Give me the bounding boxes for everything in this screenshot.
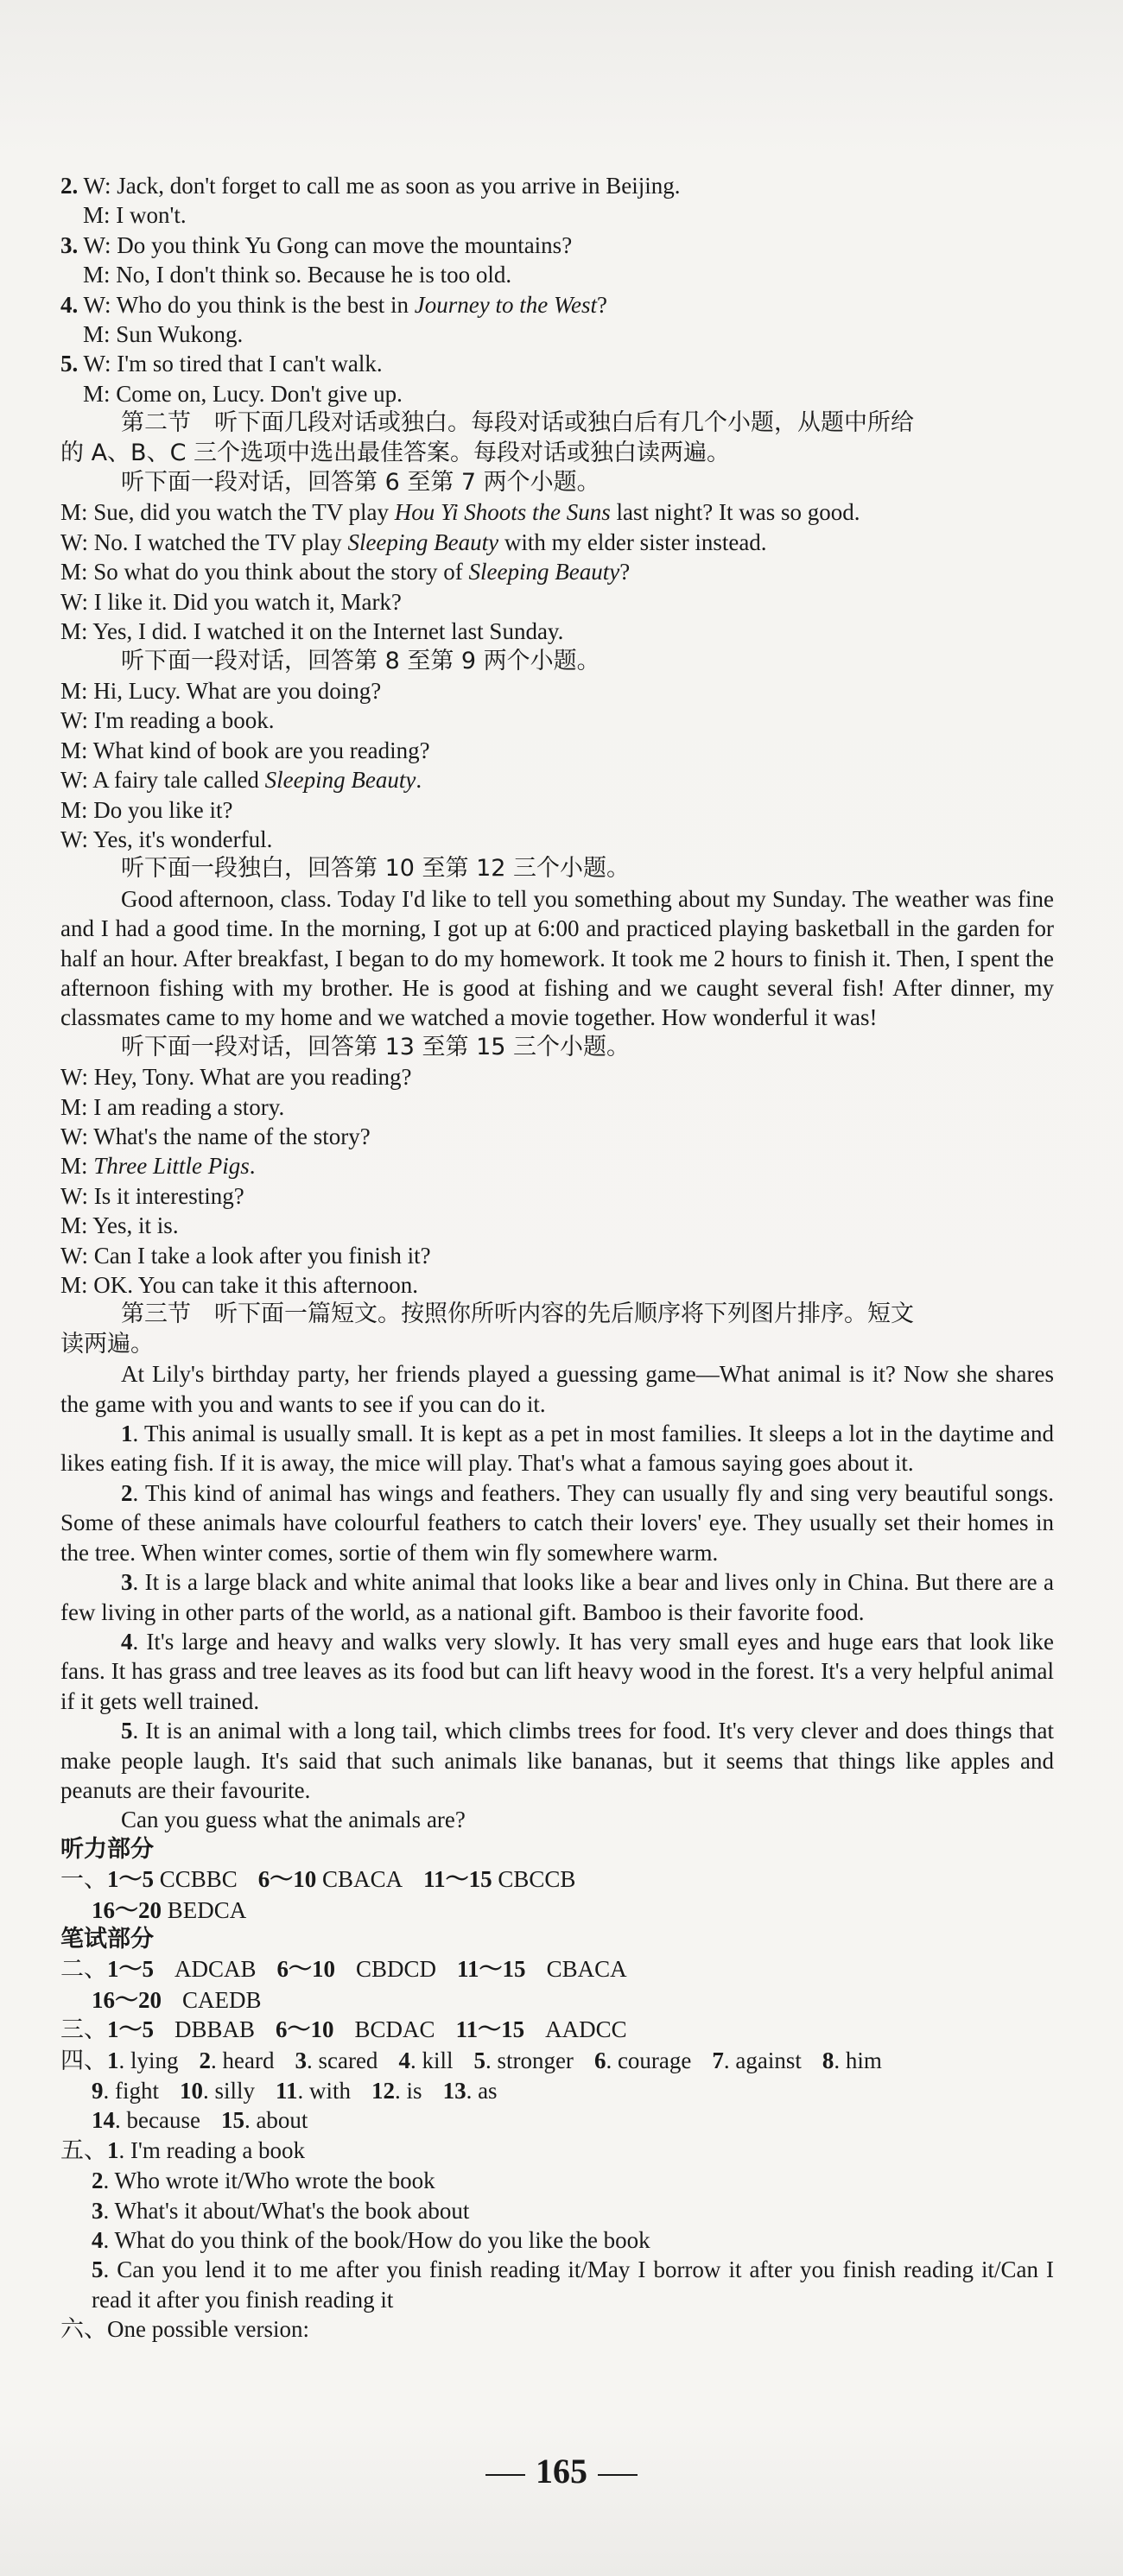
section2-intro-line2: 的 A、B、C 三个选项中选出最佳答案。每段对话或独白读两遍。 — [60, 439, 731, 466]
section3-intro-line1: 第三节 听下面一篇短文。按照你所听内容的先后顺序将下列图片排序。短文 — [121, 1301, 914, 1328]
dialog-line: Jack, don't forget to call me as soon as you arrive in Beijing. — [117, 173, 681, 199]
dialog-line: M: Yes, I did. I watched it on the Internet last Sunday. — [60, 618, 564, 645]
title-italic: Three Little Pigs — [93, 1153, 250, 1180]
dialog-line: M: OK. You can take it this afternoon. — [60, 1272, 418, 1299]
animal-description: 4. It's large and heavy and walks very slowly. It has very small eyes and huge ears that look like fans. It has grass and tree leaves as its food but can lift heavy wood in the forest. It's a very helpful animal if it gets well trained. — [60, 1628, 1055, 1714]
monologue-intro: 听下面一段独白，回答第 10 至第 12 三个小题。 — [121, 855, 631, 883]
answer-sentence-row: 5. Can you lend it to me after you finish reading it/May I borrow it after you finish reading it/Can I read it after you finish reading it — [92, 2256, 1054, 2313]
item-number: 5 — [121, 1718, 133, 1744]
line-text: I am reading a story. — [93, 1093, 285, 1120]
page-number — [0, 2451, 1123, 2491]
answer-word: lying — [130, 2047, 179, 2073]
answer-word: because — [126, 2107, 200, 2134]
dialog-line: Come on, Lucy. Don't give up. — [116, 380, 403, 407]
punctuation: ? — [596, 291, 607, 318]
line-text: So what do you think about the story of — [93, 559, 469, 585]
dialog-8-9-intro: 听下面一段对话，回答第 8 至第 9 两个小题。 — [121, 647, 600, 674]
answer-number: 15 — [220, 2107, 244, 2134]
dialog-line: M: So what do you think about the story of Sleeping Beauty? — [60, 559, 631, 585]
section2-intro-line1: 第二节 听下面几段对话或独白。每段对话或独白后有几个小题，从题中所给 — [121, 409, 914, 437]
answer-number: 12 — [371, 2078, 396, 2104]
range-label: 6～10 — [276, 2016, 334, 2043]
answer-group: CBDCD — [356, 1956, 437, 1983]
line-text: Hi, Lucy. What are you doing? — [93, 677, 382, 704]
answer-word: silly — [214, 2078, 256, 2104]
dialog-4: 4. W: Who do you think is the best in Journey to the West? M: Sun Wukong. — [60, 291, 607, 348]
answer-sentence-row: 2. Who wrote it/Who wrote the book — [92, 2168, 435, 2194]
line-text: Is it interesting? — [93, 1182, 244, 1209]
written-section3-row — [60, 2015, 1054, 2045]
speaker-label: M — [60, 499, 82, 526]
dialog-line: W: A fairy tale called Sleeping Beauty. — [60, 767, 422, 794]
item-number: 3 — [60, 231, 73, 258]
animal-description: 1. This animal is usually small. It is kept as a pet in most families. It sleeps a lot in the daytime and likes eating fish. If it is away, the mice will play. That's what a famous saying goes about it. — [60, 1421, 1055, 1477]
answer-number: 5 — [473, 2047, 485, 2073]
answer-number: 13 — [442, 2078, 466, 2104]
answer-group: CBACA — [322, 1866, 403, 1893]
line-text: . — [416, 767, 422, 794]
answer-group: AADCC — [545, 2016, 627, 2043]
answer-group: BEDCA — [167, 1896, 247, 1923]
speaker-label: M — [60, 1153, 82, 1180]
answer-number: 11 — [276, 2078, 298, 2104]
speaker-label: M — [60, 559, 82, 585]
speaker-label: W — [60, 1064, 82, 1091]
dialog-line: Who do you think is the best in — [116, 291, 415, 318]
answer-number: 7 — [712, 2047, 724, 2073]
passage-closing: Can you guess what the animals are? — [121, 1807, 466, 1833]
answer-number: 8 — [822, 2047, 834, 2073]
answer-number: 3 — [92, 2197, 104, 2224]
answer-group: CBCCB — [498, 1866, 576, 1893]
line-text: OK. You can take it this afternoon. — [93, 1272, 418, 1299]
section-numeral: 三、 — [60, 2016, 107, 2044]
dialog-line: M: Three Little Pigs. — [60, 1153, 256, 1180]
answer-sentence-row: 3. What's it about/What's the book about — [92, 2197, 470, 2224]
animal-description: 3. It is a large black and white animal that looks like a bear and lives only in China. But there are a few living in other parts of the world, as a national gift. Bamboo is their favorite food. — [60, 1569, 1055, 1625]
section-numeral: 六、 — [60, 2316, 107, 2344]
line-text: last night? It was so good. — [610, 499, 860, 526]
dialog-line: No, I don't think so. Because he is too old. — [116, 262, 512, 288]
answer-word: with — [309, 2078, 352, 2104]
line-text: A fairy tale called — [92, 767, 265, 794]
line-text: Yes, I did. I watched it on the Internet last Sunday. — [92, 618, 564, 645]
answer-number: 10 — [180, 2078, 203, 2104]
written-section5-rest — [60, 2166, 1054, 2314]
dialog-2: 2. W: Jack, don't forget to call me as soon as you arrive in Beijing. M: I won't. — [60, 173, 681, 229]
passage-lead: At Lily's birthday party, her friends played a guessing game—What animal is it? Now she shares the game with you and wants to see if you can do it. — [60, 1361, 1054, 1417]
answer-sentence: What's it about/What's the book about — [114, 2197, 470, 2224]
title-italic: Sleeping Beauty — [468, 559, 620, 585]
written-section2-row1 — [60, 1954, 1054, 1984]
speaker-label: W — [60, 1182, 82, 1209]
dialog-line: M: Sue, did you watch the TV play Hou Yi Shoots the Suns last night? It was so good. — [60, 499, 860, 526]
section3-intro-line2: 读两遍。 — [60, 1330, 154, 1358]
dialog-line: W: Is it interesting? — [60, 1182, 244, 1209]
dialog-line: I won't. — [116, 202, 187, 229]
answer-word: is — [406, 2078, 422, 2104]
item-number: 1 — [121, 1421, 133, 1447]
answer-number: 1 — [107, 2047, 119, 2073]
line-text: Yes, it is. — [92, 1212, 179, 1239]
dialog-line: M: Do you like it? — [60, 796, 233, 823]
line-text: I like it. Did you watch it, Mark? — [93, 588, 402, 615]
speaker-label: M — [60, 737, 82, 763]
item-number: 4 — [121, 1628, 133, 1655]
answer-word: as — [478, 2078, 498, 2104]
dialog-5: 5. W: I'm so tired that I can't walk. M: Come on, Lucy. Don't give up. — [60, 351, 403, 407]
range-label: 11～15 — [455, 2016, 525, 2043]
dialog-line: Sun Wukong. — [116, 321, 244, 348]
item-number: 4 — [60, 291, 73, 318]
line-text: . — [249, 1153, 256, 1180]
dialog-6-7-intro: 听下面一段对话，回答第 6 至第 7 两个小题。 — [121, 469, 600, 497]
description-text: It is a large black and white animal that looks like a bear and lives only in China. But there are a few living in other parts of the world, as a national gift. Bamboo is their favorite food. — [60, 1569, 1055, 1625]
speaker-label: W — [60, 707, 82, 734]
speaker-label: W — [60, 1242, 82, 1269]
speaker-label: M — [60, 1272, 82, 1299]
answer-number: 2 — [92, 2168, 104, 2194]
speaker-label: M — [60, 796, 82, 823]
section-numeral: 二、 — [60, 1956, 107, 1984]
answer-number: 6 — [593, 2047, 606, 2073]
item-number: 2 — [121, 1479, 133, 1506]
answer-sentence-row: 4. What do you think of the book/How do you like the book — [92, 2227, 650, 2254]
speaker-label: M — [60, 1212, 82, 1239]
dialog-line: W: Yes, it's wonderful. — [60, 826, 273, 852]
answer-sentence: I'm reading a book — [130, 2136, 306, 2163]
line-text: What's the name of the story? — [93, 1123, 371, 1149]
section-numeral: 一、 — [60, 1866, 107, 1894]
range-label: 11～15 — [423, 1866, 492, 1893]
speaker-label: M — [60, 618, 82, 645]
answer-number: 4 — [398, 2047, 410, 2073]
dialog-line: M: What kind of book are you reading? — [60, 737, 430, 763]
section-numeral: 四、 — [60, 2047, 107, 2074]
answer-group: ADCAB — [174, 1956, 257, 1983]
speaker-label: W — [60, 826, 82, 852]
line-text: Yes, it's wonderful. — [92, 826, 273, 852]
answer-sentence: Who wrote it/Who wrote the book — [114, 2168, 435, 2194]
description-text: This animal is usually small. It is kept as a pet in most families. It sleeps a lot in the daytime and likes eating fish. If it is away, the mice will play. That's what a famous saying goes about it. — [60, 1421, 1055, 1477]
range-label: 1～5 — [107, 1866, 154, 1893]
answer-number: 9 — [92, 2078, 104, 2104]
dialog-line: M: Hi, Lucy. What are you doing? — [60, 677, 382, 704]
dialog-line: W: I'm reading a book. — [60, 707, 275, 734]
dialog-line: I'm so tired that I can't walk. — [117, 351, 383, 377]
answer-number: 14 — [92, 2107, 115, 2134]
answer-group: CAEDB — [182, 1986, 262, 2013]
written-section4-row1: 四、1. lying 2. heard 3. scared 4. kill 5. stronger 6. courage 7. against 8. him — [60, 2047, 882, 2074]
line-text: I'm reading a book. — [93, 707, 275, 734]
title-italic: Hou Yi Shoots the Suns — [394, 499, 611, 526]
range-label: 6～10 — [257, 1866, 317, 1893]
written-section6-row — [60, 2314, 1054, 2345]
answer-key-content — [60, 171, 1054, 2345]
line-text: No. I watched the TV play — [93, 528, 348, 555]
line-text: Can I take a look after you finish it? — [93, 1242, 431, 1269]
answer-word: courage — [617, 2047, 692, 2073]
dialog-6-7 — [60, 497, 1054, 646]
written-section4-row3: 14. because 15. about — [92, 2107, 308, 2134]
dialog-line: W: What's the name of the story? — [60, 1123, 371, 1149]
answer-sentence: What do you think of the book/How do you like the book — [114, 2227, 650, 2254]
answer-word: kill — [422, 2047, 454, 2073]
animal-descriptions — [60, 1419, 1054, 1805]
section-numeral: 五、 — [60, 2136, 107, 2164]
speaker-label: W — [60, 588, 82, 615]
line-text: Sue, did you watch the TV play — [93, 499, 395, 526]
monologue-text: Good afternoon, class. Today I'd like to tell you something about my Sunday. The weather was fine and I had a good time. In the morning, I got up at 6:00 and practiced playing basketball in the garden for half an hour. After breakfast, I began to do my homework. It took me 2 hours to finish it. Then, I spent the afternoon fishing with my brother. He is good at fishing and we caught several fish! After dinner, my classmates came to my home and we watched a movie together. How wonderful it was! — [60, 885, 1054, 1031]
listening-answers-row2 — [60, 1896, 1054, 1925]
dialog-3: 3. W: Do you think Yu Gong can move the mountains? M: No, I don't think so. Because he is too old. — [60, 231, 573, 288]
dialog-line: M: I am reading a story. — [60, 1093, 285, 1120]
range-label: 11～15 — [457, 1956, 526, 1983]
speaker-label: M — [60, 677, 82, 704]
dialog-13-15 — [60, 1062, 1054, 1300]
answer-number: 5 — [92, 2256, 104, 2283]
dialog-13-15-intro: 听下面一段对话，回答第 13 至第 15 三个小题。 — [121, 1033, 631, 1060]
range-label: 6～10 — [276, 1956, 336, 1983]
range-label: 1～5 — [107, 1956, 154, 1983]
writing-prompt: One possible version: — [107, 2316, 309, 2343]
speaker-label: W — [60, 528, 82, 555]
written-section2-row2 — [60, 1985, 1054, 2015]
answer-group: CBACA — [546, 1956, 627, 1983]
written-section5-row1: 五、1. I'm reading a book — [60, 2136, 306, 2164]
listening-heading: 听力部分 — [60, 1835, 154, 1863]
answer-number: 1 — [107, 2136, 119, 2163]
animal-description: 5. It is an animal with a long tail, which climbs trees for food. It's very clever and does things that make people laugh. It's said that such animals like bananas, but it seems that things like apples and peanuts are their favourite. — [60, 1718, 1054, 1803]
animal-description: 2. This kind of animal has wings and feathers. They can usually fly and sing very beautiful songs. Some of these animals have colourful feathers to catch their lovers' eye. They usually set their homes in the tree. When winter comes, sortie of them win fly somewhere warm. — [60, 1479, 1055, 1566]
range-label: 16～20 — [92, 1986, 162, 2013]
answer-number: 3 — [295, 2047, 307, 2073]
item-number: 3 — [121, 1569, 133, 1596]
dialog-line: W: Can I take a look after you finish it? — [60, 1242, 431, 1269]
dialog-line: W: No. I watched the TV play Sleeping Beauty with my elder sister instead. — [60, 528, 767, 555]
answer-sentence: Can you lend it to me after you finish reading it/May I borrow it after you finish reading it/Can I read it after you finish reading it — [92, 2256, 1054, 2313]
description-text: It is an animal with a long tail, which climbs trees for food. It's very clever and does things that make people laugh. It's said that such animals like bananas, but it seems that things like apples and peanuts are their favourite. — [60, 1718, 1054, 1803]
written-section4-row2: 9. fight 10. silly 11. with 12. is 13. as — [92, 2078, 498, 2104]
answer-number: 4 — [92, 2227, 104, 2254]
written-heading: 笔试部分 — [60, 1925, 154, 1953]
page-number-text: 165 — [536, 2452, 587, 2491]
dialog-line: W: I like it. Did you watch it, Mark? — [60, 588, 402, 615]
dialog-line: Do you think Yu Gong can move the mountains? — [117, 231, 573, 258]
dialog-line: M: Yes, it is. — [60, 1212, 179, 1239]
description-text: This kind of animal has wings and feathers. They can usually fly and sing very beautiful songs. Some of these animals have colourful feathers to catch their lovers' eye. They usually set their homes in the tree. When winter comes, sortie of them win fly somewhere warm. — [60, 1479, 1055, 1566]
answer-number: 2 — [199, 2047, 212, 2073]
answer-word: scared — [318, 2047, 378, 2073]
answer-word: against — [735, 2047, 802, 2073]
book-title: Journey to the West — [414, 291, 597, 318]
dialog-line: W: Hey, Tony. What are you reading? — [60, 1064, 412, 1091]
range-label: 1～5 — [107, 2016, 154, 2043]
title-italic: Sleeping Beauty — [264, 767, 416, 794]
answer-group: CCBBC — [159, 1866, 238, 1893]
answer-word: heard — [222, 2047, 275, 2073]
title-italic: Sleeping Beauty — [347, 528, 499, 555]
item-number: 2 — [60, 173, 73, 199]
line-text: with my elder sister instead. — [498, 528, 767, 555]
answer-group: BCDAC — [354, 2016, 435, 2043]
answer-word: stronger — [497, 2047, 574, 2073]
speaker-label: W — [60, 767, 82, 794]
answer-group: DBBAB — [174, 2016, 256, 2043]
line-text: Do you like it? — [93, 796, 233, 823]
listening-answers-row1 — [60, 1864, 1054, 1895]
line-text: What kind of book are you reading? — [92, 737, 430, 763]
dialog-8-9 — [60, 676, 1054, 854]
line-text: ? — [619, 559, 631, 585]
speaker-label: M — [60, 1093, 82, 1120]
range-label: 16～20 — [92, 1896, 162, 1923]
line-text: Hey, Tony. What are you reading? — [93, 1064, 412, 1091]
answer-word: about — [256, 2107, 308, 2134]
answer-word: fight — [115, 2078, 159, 2104]
speaker-label: W — [60, 1123, 82, 1149]
item-number: 5 — [60, 351, 73, 377]
description-text: It's large and heavy and walks very slowly. It has very small eyes and huge ears that look like fans. It has grass and tree leaves as its food but can lift heavy wood in the forest. It's a very helpful animal if it gets well trained. — [60, 1628, 1055, 1714]
answer-word: him — [845, 2047, 882, 2073]
